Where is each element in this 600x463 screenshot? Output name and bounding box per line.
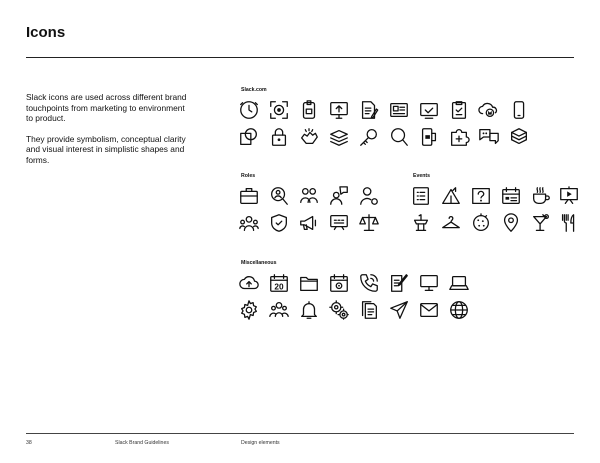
puzzle-piece-icon: [448, 126, 470, 148]
phone-badge-icon: [418, 126, 440, 148]
id-card-icon: [388, 99, 410, 121]
presentation-stand-icon: [558, 185, 580, 207]
badge-lanyard-icon: [298, 99, 320, 121]
footer-section: Design elements: [241, 440, 280, 446]
shapes-icon: [238, 126, 260, 148]
paper-plane-icon: [388, 299, 410, 321]
section-label-roles: Roles: [241, 173, 256, 179]
phone-call-icon: [358, 272, 380, 294]
tent-icon: [440, 185, 462, 207]
section-label-miscellaneous: Miscellaneous: [241, 260, 277, 266]
svg-text:20: 20: [274, 282, 284, 292]
footer-page-number: 38: [26, 440, 32, 446]
person-search-icon: [268, 185, 290, 207]
calendar-card-icon: [500, 185, 522, 207]
top-divider: [26, 57, 574, 58]
section-label-events: Events: [413, 173, 431, 179]
clock-icon: [238, 99, 260, 121]
clipboard-check-icon: [448, 99, 470, 121]
desktop-monitor-icon: [418, 272, 440, 294]
cogs-icon: [328, 299, 350, 321]
folder-icon: [298, 272, 320, 294]
map-pin-icon: [500, 212, 522, 234]
group-icon: [238, 212, 260, 234]
scales-icon: [358, 212, 380, 234]
focus-target-icon: [268, 99, 290, 121]
bottom-divider: [26, 433, 574, 434]
bell-icon: [298, 299, 320, 321]
section-label-slack-com: Slack.com: [241, 87, 267, 93]
calendar-settings-icon: [328, 272, 350, 294]
intro-paragraph: They provide symbolism, conceptual clarity and visual interest in simplistic shapes and forms.: [26, 133, 186, 165]
person-settings-icon: [358, 185, 380, 207]
chat-bubbles-icon: [478, 126, 500, 148]
coffee-cup-icon: [530, 185, 552, 207]
document-pen-icon: [358, 99, 380, 121]
people-icon: [268, 299, 290, 321]
documents-icon: [358, 299, 380, 321]
envelope-icon: [418, 299, 440, 321]
podium-icon: [410, 212, 432, 234]
cutlery-icon: [558, 212, 580, 234]
layers-icon: [328, 126, 350, 148]
hands-icon: [298, 126, 320, 148]
cloud-headset-icon: [478, 99, 500, 121]
footer-doc-title: Slack Brand Guidelines: [115, 440, 169, 446]
gear-icon: [238, 299, 260, 321]
notepad-pen-icon: [388, 272, 410, 294]
key-icon: [358, 126, 380, 148]
team-icon: [298, 185, 320, 207]
hanger-icon: [440, 212, 462, 234]
briefcase-icon: [238, 185, 260, 207]
calendar-date-icon: [268, 272, 290, 294]
intro-paragraph: Slack icons are used across different brand touchpoints from marketing to environment to product.: [26, 92, 187, 124]
page-title: Icons: [26, 24, 66, 41]
cloud-upload-icon: [238, 272, 260, 294]
video-chat-icon: [418, 99, 440, 121]
magnifier-icon: [388, 126, 410, 148]
padlock-icon: [268, 126, 290, 148]
question-frame-icon: [470, 185, 492, 207]
cocktail-icon: [530, 212, 552, 234]
laptop-icon: [448, 272, 470, 294]
upload-screen-icon: [328, 99, 350, 121]
intro-text: [26, 92, 191, 176]
cookie-icon: [470, 212, 492, 234]
checklist-icon: [410, 185, 432, 207]
person-chat-icon: [328, 185, 350, 207]
globe-icon: [448, 299, 470, 321]
megaphone-icon: [298, 212, 320, 234]
mobile-phone-icon: [508, 99, 530, 121]
shield-person-icon: [268, 212, 290, 234]
stacked-layers-icon: [508, 126, 530, 148]
presentation-icon: [328, 212, 350, 234]
